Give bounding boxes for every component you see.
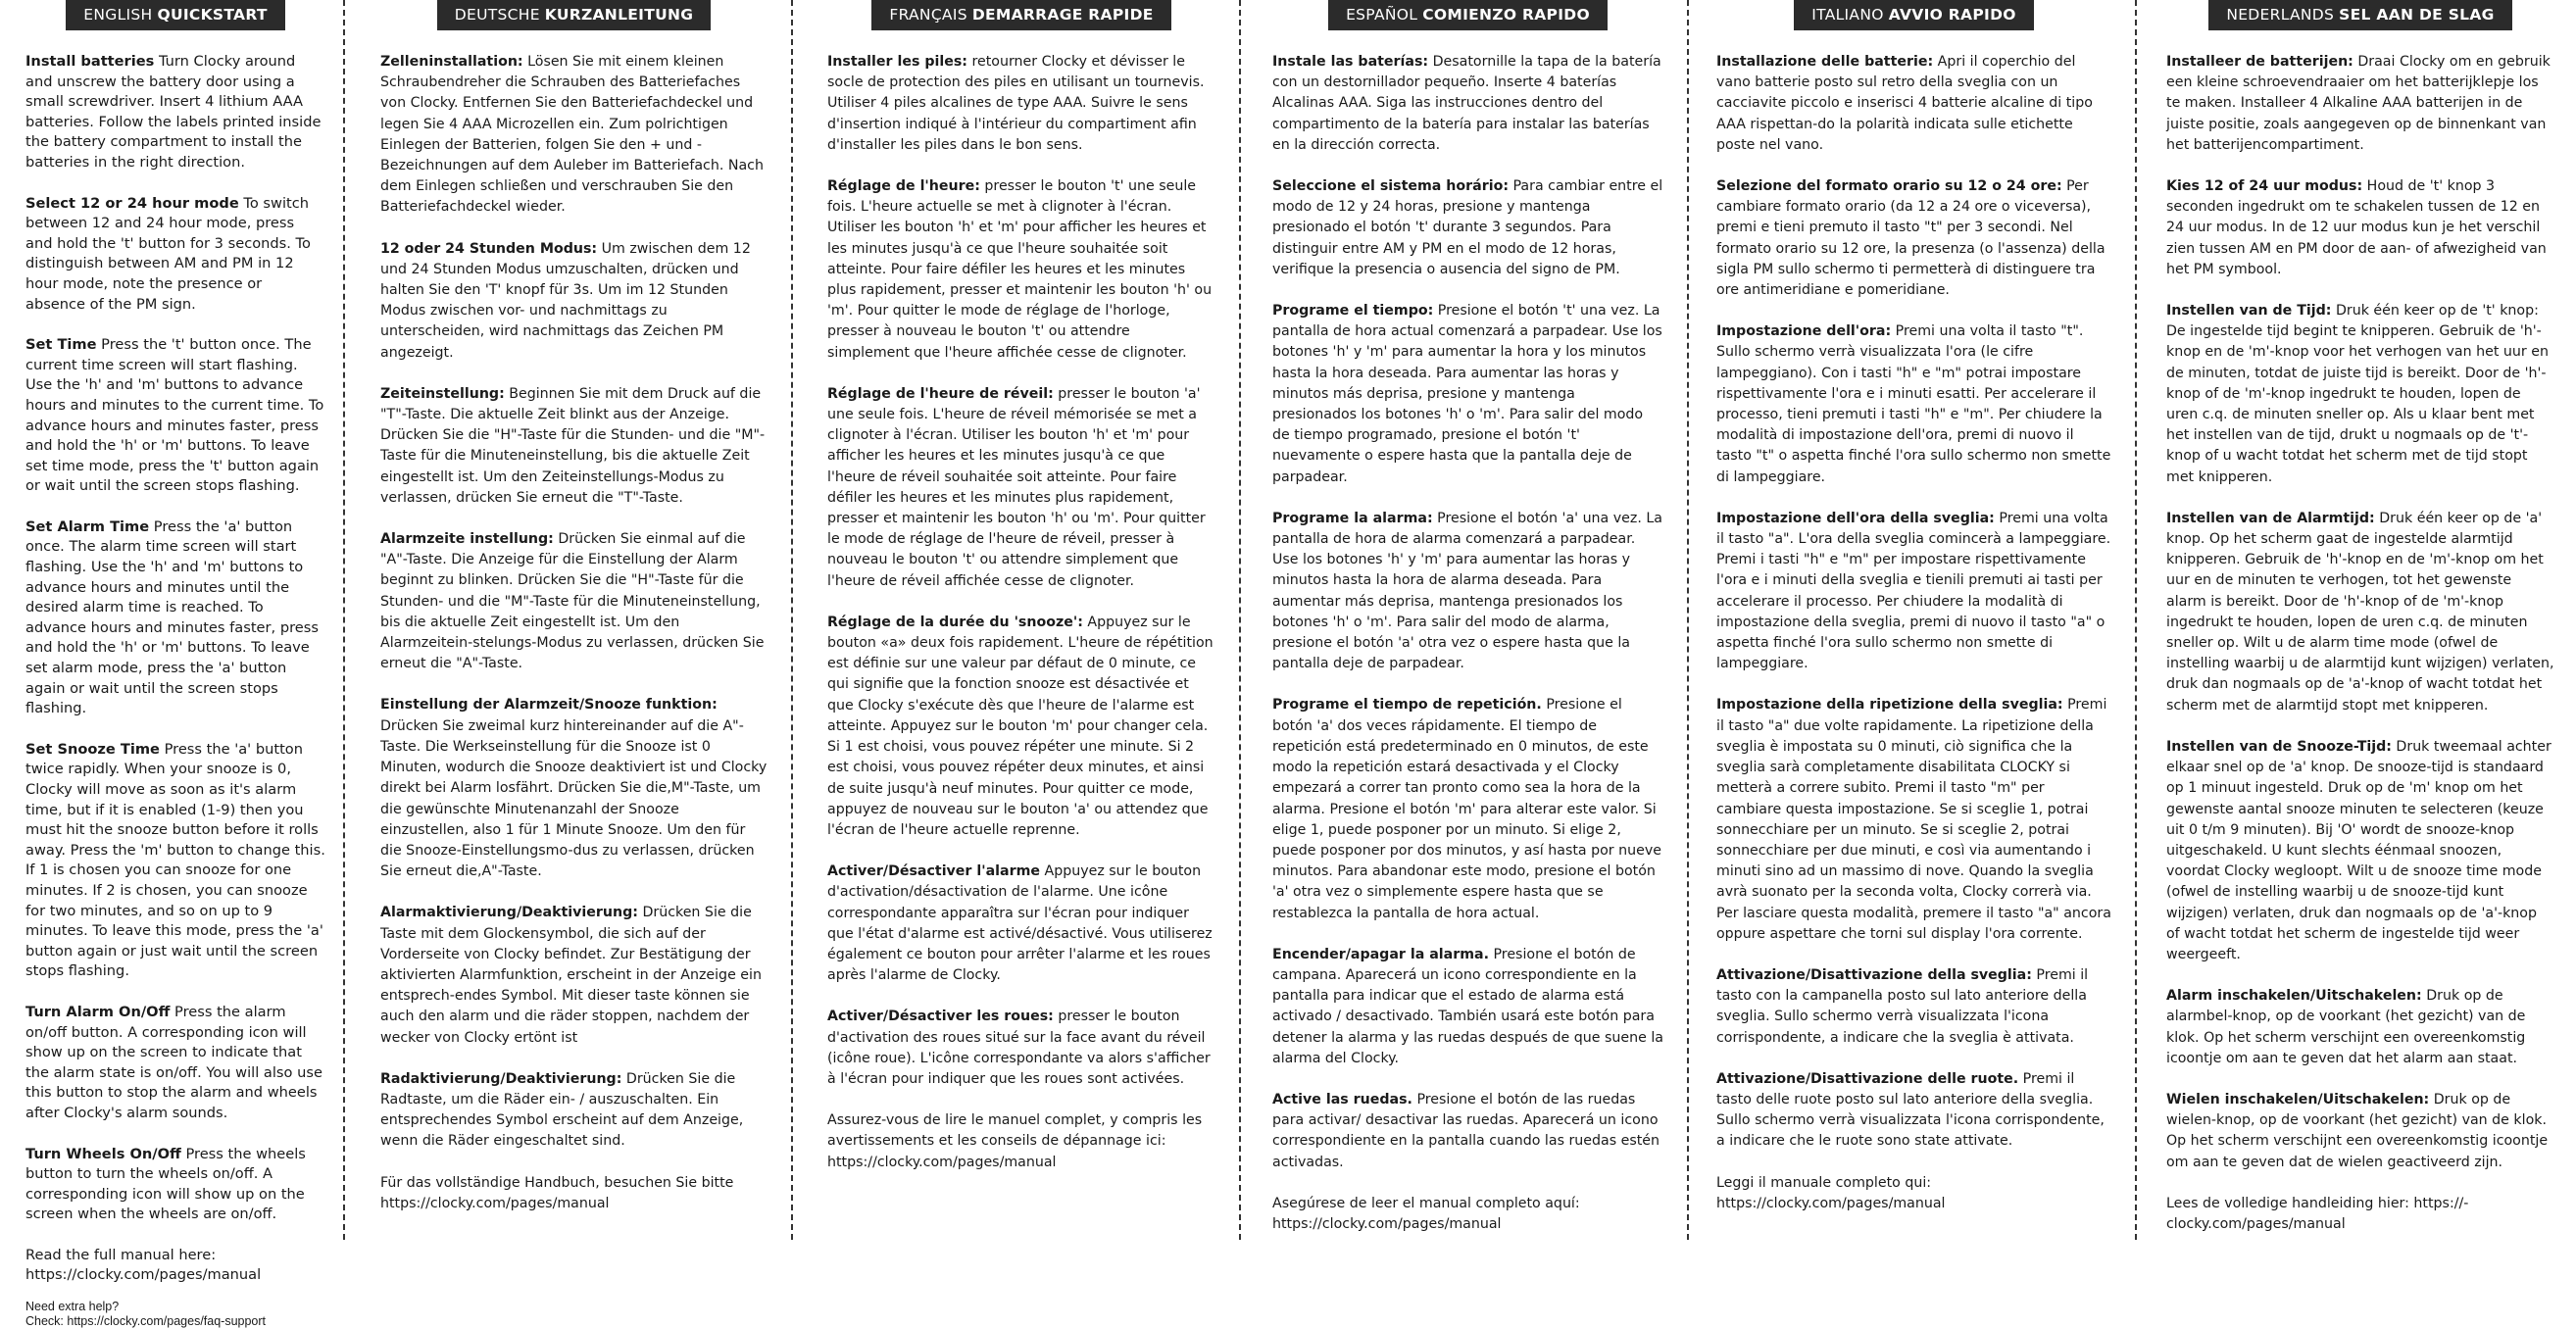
section-set-time (25, 335, 325, 497)
section-heading: Attivazione/Disattivazione delle ruote. (1716, 1070, 2019, 1087)
section-text: Druk één keer op de 'a' knop. Op het scherm gaat de ingestelde alarmtijd knipperen. Gebruik de 'h'-knop en de 'm'-knop om het uur en de minuten te verhogen, tot het gewenste alarm is bereikt. Door de 'h'-knop of de 'm'-knop ingedrukt te houden, lopen de uren c.q. de minuten sneller op. Wilt u de alarm time mode (ofwel de instelling waarbij u de alarmtijd kunt wijzigen) verlaten, druk dan nogmaals op de 'a'-knop of wacht totdat het scherm met de alarmtijd stopt met knipperen. (2166, 510, 2554, 714)
section-heading: Active las ruedas. (1272, 1091, 1412, 1108)
header-badge (2208, 0, 2511, 30)
section-set-alarm (25, 517, 325, 719)
section-install-batteries (25, 52, 325, 173)
section-hour-mode (25, 194, 325, 316)
section-text: Drücken Sie einmal auf die "A"-Taste. Die Anzeige für die Einstellung der Alarm beginnt zu blinken. Drücken Sie die "H"-Taste für die Stunden- und die "M"-Taste für die Minuteneinstellung, bis die aktuelle Zeit eingestellt ist. Um den Alarmzeitein-stelungs-Modus zu verlassen, drücken Sie erneut die "A"-Taste. (380, 531, 765, 672)
section-text: presser le bouton d'activation des roues situé sur la face avant du réveil (icône roue). L'icône correspondante va alors s'afficher à l'écran pour indiquer que les roues sont activées. (827, 1009, 1211, 1087)
section-text: Press the 't' button once. The current time screen will start flashing. Use the 'h' and 'm' buttons to advance hours and minutes to the current time. To advance hours and minutes faster, press and hold the 'h' or 'm' buttons. To leave set time mode, press the 't' button again or wait until the screen stops flashing. (25, 336, 324, 495)
section-alarm-toggle (1716, 965, 2111, 1049)
section-heading: Alarmaktivierung/Deaktivierung: (380, 905, 638, 921)
header-title: AVVIO RAPIDO (1888, 6, 2016, 24)
section-heading: Alarmzeite instellung: (380, 531, 554, 548)
section-text: Turn Clocky around and unscrew the battery door using a small screwdriver. Insert 4 lithium AAA batteries. Follow the labels printed inside the battery compartment to install the batteries in the right direction. (25, 53, 322, 171)
section-heading: Set Time (25, 336, 97, 354)
section-heading: Programe el tiempo de repetición. (1272, 697, 1542, 714)
section-text: To switch between 12 and 24 hour mode, press and hold the 't' button for 3 seconds. To distinguish between AM and PM in 12 hour mode, note the presence or absence of the PM sign. (25, 194, 311, 313)
section-text: Press the wheels button to turn the wheels on/off. A corresponding icon will show up on the screen when the wheels are on/off. (25, 1145, 306, 1223)
section-heading: Instellen van de Tijd: (2166, 303, 2332, 320)
section-heading: Activer/Désactiver les roues: (827, 1009, 1054, 1025)
section-snooze (25, 740, 325, 982)
header-title: COMIENZO RAPIDO (1422, 6, 1590, 24)
section-heading: Impostazione dell'ora della sveglia: (1716, 510, 1995, 526)
column-header (25, 0, 325, 30)
section-heading: Réglage de l'heure: (827, 178, 980, 195)
header-badge (66, 0, 284, 30)
section-heading: Einstellung der Alarmzeit/Snooze funktion: (380, 697, 718, 714)
header-badge (437, 0, 712, 30)
section-snooze (1716, 695, 2111, 944)
section-wheels-toggle (1716, 1069, 2111, 1153)
manual-link-text: Für das vollständige Handbuch, besuchen Sie bitte https://clocky.com/pages/manual (380, 1174, 734, 1211)
manual-link-text: Leggi il manuale completo qui: https://clocky.com/pages/manual (1716, 1174, 1946, 1211)
section-alarm-toggle (827, 861, 1215, 986)
header-language: ESPAÑOL (1346, 6, 1418, 24)
section-heading: Selezione del formato orario su 12 o 24 ore: (1716, 178, 2062, 195)
section-text: Premi una volta il tasto "t". Sullo schermo verrà visualizzata l'ora (le cifre lampeggiano). Con i tasti "h" e "m" potrai impostare rispettivamente l'ora e i minuti esatti. Per accelerare il processo, tieni premuti i tasti "h" e "m". Per chiudere la modalità di impostazione dell'ora, premi di nuovo il tasto "t" o aspetta finché l'ora sullo schermo non smette di lampeggiare. (1716, 323, 2111, 485)
section-heading: Réglage de la durée du 'snooze': (827, 614, 1083, 630)
header-language: ITALIANO (1811, 6, 1884, 24)
section-install-batteries (827, 52, 1215, 156)
section-alarm-toggle (380, 903, 768, 1048)
section-snooze (380, 695, 768, 882)
section-text: Premi il tasto "a" due volte rapidamente. La ripetizione della sveglia è impostata su 0 minuti, ciò significa che la sveglia sarà completamente disabilitata CLOCKY si metterà a correre subito. Premi il tasto "m" per cambiare questa impostazione. Se si sceglie 1, potrai sonnecchiare per un minuto. Se si sceglie 2, potrai sonnecchiare per due minuti, e così via aumentando i minuti sino ad un massimo di nove. Quando la sveglia avrà suonato per la seconda volta, Clocky correrà via. Per lasciare questa modalità, premere il tasto "a" ancora oppure aspettare che torni sul display l'ora corrente. (1716, 697, 2111, 942)
section-install-batteries (2166, 52, 2554, 156)
section-set-alarm (2166, 509, 2554, 716)
section-heading: Radaktivierung/Deaktivierung: (380, 1070, 622, 1087)
header-language: NEDERLANDS (2226, 6, 2335, 24)
section-text: Drücken Sie die Taste mit dem Glockensymbol, die sich auf der Vorderseite von Clocky befindet. Zur Bestätigung der aktivierten Alarmfunktion, erscheint in der Anzeige ein entsprech-endes Symbol. Mit dieser taste können sie auch den alarm und die räder stoppen, nachdem der wecker von Clocky ertönt ist (380, 905, 762, 1046)
section-set-time (380, 384, 768, 509)
section-heading: Set Alarm Time (25, 517, 150, 535)
section-text: Druk tweemaal achter elkaar snel op de 'a' knop. De snooze-tijd is standaard op 1 minuut ingesteld. Druk op de 'm' knop om het gewenste aantal snooze minuten te selecteren (keuze uit 0 t/m 9 minuten). Bij 'O' wordt de snooze-knop uitgeschakeld. U kunt slechts éénmaal snoozen, voordat Clocky wegloopt. Wilt u de snooze time mode (ofwel de instelling waarbij u de snooze-tijd kunt wijzigen) verlaten, druk dan nogmaals op de 'a'-knop of wacht totdat het scherm de ingestelde tijd weer weergeeft. (2166, 738, 2551, 962)
section-snooze (2166, 737, 2554, 965)
column-header (1272, 0, 1663, 30)
header-title: SEL AAN DE SLAG (2339, 6, 2495, 24)
section-text: Appuyez sur le bouton «a» deux fois rapidement. L'heure de répétition est définie sur une valeur par défaut de 0 minute, ce qui signifie que la fonction snooze est désactivée et que Clocky s'exécute dès que l'heure de l'alarme est atteinte. Appuyez sur le bouton 'm' pour changer cela. Si 1 est choisi, vous pouvez répéter une minute. Si 2 est choisi, vous pouvez répéter deux minutes, et ainsi de suite jusqu'à neuf minutes. Pour quitter ce mode, appuyez de nouveau sur le bouton 'a' ou attendez que l'écran de l'heure actuelle reprenne. (827, 614, 1214, 838)
manual-link-text: Asegúrese de leer el manual completo aquí: https://clocky.com/pages/manual (1272, 1195, 1580, 1232)
section-text: Beginnen Sie mit dem Druck auf die "T"-Taste. Die aktuelle Zeit blinkt aus der Anzeige. Drücken Sie die "H"-Taste für die Stunden- und die "M"-Taste für die Minuteneinstellung, bis die aktuelle Zeit eingestellt ist. Um den Zeiteinstellungs-Modus zu verlassen, drücken Sie erneut die "T"-Taste. (380, 385, 766, 506)
support-link-text: Check: https://clocky.com/pages/faq-support (25, 1314, 267, 1329)
section-text: Presione el botón de las ruedas para activar/ desactivar las ruedas. Aparecerá un icono correspondiente en la pantalla cuando las ruedas estén activadas. (1272, 1091, 1660, 1170)
section-text: Appuyez sur le bouton d'activation/désactivation de l'alarme. Une icône correspondante apparaîtra sur l'écran pour indiquer que l'état d'alarme est activé/désactivé. Vous utiliserez également ce bouton pour arrêter l'alarme et les roues après l'alarme de Clocky. (827, 863, 1213, 984)
section-wheels-toggle (1272, 1090, 1663, 1173)
section-text: Press the alarm on/off button. A corresponding icon will show up on the screen to indicate that the alarm state is on/off. You will also use this button to stop the alarm and wheels after Clocky's alarm sounds. (25, 1003, 322, 1121)
section-text: Per cambiare formato orario (da 12 a 24 ore o viceversa), premi e tieni premuto il tasto "t" per 3 secondi. Nel formato orario su 12 ore, la presenza (o l'assenza) della sigla PM sullo schermo ti permetterà di distinguere tra ore antimeridiane e pomeridiane. (1716, 178, 2105, 299)
section-text: Um zwischen dem 12 und 24 Stunden Modus umzuschalten, drücken und halten Sie den 'T' knopf für 3s. Um im 12 Stunden Modus zwischen vor- und nachmittags zu unterscheiden, wird nachmittags das Zeichen PM angezeigt. (380, 240, 751, 361)
header-badge (1794, 0, 2033, 30)
section-heading: Programe la alarma: (1272, 510, 1433, 526)
section-install-batteries (1272, 52, 1663, 156)
section-heading: Installazione delle batterie: (1716, 54, 1934, 70)
section-text: Presione el botón 'a' dos veces rápidamente. El tiempo de repetición está predeterminado en 0 minutos, de este modo la repetición estará desactivada y el Clocky empezará a correr tan pronto como sea la hora de la alarma. Presione el botón 'm' para alterar este valor. Si elige 1, puede posponer por un minuto. Si elige 2, puede posponer por dos minutos, y así hasta por nueve minutos. Para abandonar este modo, presione el botón 'a' otra vez o simplemente espere hasta que se restablezca la pantalla de hora actual. (1272, 697, 1661, 921)
section-text: Presione el botón 't' una vez. La pantalla de hora actual comenzará a parpadear. Use los botones 'h' y 'm' para aumentar la hora y los minutos hasta la hora deseada. Para aumentar las horas y minutos más deprisa, presione y mantenga presionados los botones 'h' o 'm'. Para salir del modo de tiempo programado, presione el botón 't' nuevamente o espere hasta que la pantalla deje de parpadear. (1272, 303, 1662, 485)
section-heading: Turn Alarm On/Off (25, 1003, 171, 1020)
section-wheels-toggle (380, 1069, 768, 1153)
column-german (343, 0, 791, 1240)
section-heading: Instellen van de Alarmtijd: (2166, 510, 2375, 526)
section-wheels-toggle (827, 1007, 1215, 1090)
column-spanish (1239, 0, 1687, 1240)
section-hour-mode (1716, 176, 2111, 301)
section-install-batteries (380, 52, 768, 219)
section-text: Para cambiar entre el modo de 12 y 24 horas, presione y mantenga presionado el botón 't' durante 3 segundos. Para distinguir entre AM y PM en el modo de 12 horas, verifique la presencia o ausencia del signo de PM. (1272, 178, 1663, 277)
section-heading: Seleccione el sistema horário: (1272, 178, 1509, 195)
section-heading: Réglage de l'heure de réveil: (827, 385, 1054, 402)
section-text: Houd de 't' knop 3 seconden ingedrukt om te schakelen tussen de 12 en 24 uur modus. In de 12 uur modus kun je het verschil zien tussen AM en PM door de aan- of afwezigheid van het PM symbool. (2166, 178, 2547, 277)
section-heading: Wielen inschakelen/Uitschakelen: (2166, 1091, 2430, 1108)
section-hour-mode (1272, 176, 1663, 280)
section-heading: Kies 12 of 24 uur modus: (2166, 178, 2363, 195)
column-header (380, 0, 768, 30)
section-text: Druk op de wielen-knop, op de voorkant (het gezicht) van de klok. Op het scherm verschijnt een overeenkomstig icoontje om aan te geven dat de wielen geactiveerd zijn. (2166, 1091, 2549, 1170)
section-set-alarm (827, 384, 1215, 592)
section-heading: Set Snooze Time (25, 740, 160, 758)
header-language: FRANÇAIS (889, 6, 967, 24)
manual-link-text: Read the full manual here: https://clocky.com/pages/manual (25, 1246, 262, 1284)
extra-help (25, 1300, 325, 1329)
section-text: Lösen Sie mit einem kleinen Schraubendreher die Schrauben des Batteriefaches von Clocky. Entfernen Sie den Batteriefachdeckel und legen Sie 4 AAA Microzellen ein. Zum polrichtigen Einlegen der Batterien, folgen Sie den + und -Bezeichnungen auf dem Auleber im Batteriefach. Nach dem Einlegen schließen und verschrauben Sie den Batteriefachdeckel wieder. (380, 54, 764, 216)
section-set-time (827, 176, 1215, 364)
section-snooze (827, 613, 1215, 841)
section-text: Druk op de alarmbel-knop, op de voorkant (het gezicht) van de klok. Op het scherm verschijnt een overeenkomstig icoontje om aan te geven dat het alarm aan staat. (2166, 988, 2526, 1066)
manual-link-text: Lees de volledige handleiding hier: https://-clocky.com/pages/manual (2166, 1195, 2469, 1232)
header-badge (871, 0, 1170, 30)
header-badge (1328, 0, 1608, 30)
section-text: Drücken Sie die Radtaste, um die Räder ein- / auszuschalten. Ein entsprechendes Symbol erscheint auf dem Anzeige, wenn die Räder eingeschaltet sind. (380, 1070, 744, 1150)
header-title: KURZANLEITUNG (544, 6, 694, 24)
header-language: DEUTSCHE (454, 6, 540, 24)
section-text: Druk één keer op de 't' knop: De ingestelde tijd begint te knipperen. Gebruik de 'h'-knop en de 'm'-knop voor het verhogen van het uur en de minuten, totdat de juiste tijd is bereikt. Door de 'h'-knop of de 'm'-knop ingedrukt te houden, lopen de uren c.q. de minuten sneller op. Als u klaar bent met het instellen van de tijd, drukt u nogmaals op de 't'-knop of u wacht totdat het scherm met de tijd stopt met knipperen. (2166, 303, 2549, 485)
section-text: retourner Clocky et dévisser le socle de protection des piles en utilisant un tournevis. Utiliser 4 piles alcalines de type AAA. Suivre le sens d'insertion indiqué à l'intérieur du compartiment afin d'installer les piles dans le bon sens. (827, 54, 1205, 153)
section-alarm-toggle (1272, 945, 1663, 1069)
section-text: Presione el botón 'a' una vez. La pantalla de hora de alarma comenzará a parpadear. Use los botones 'h' y 'm' para aumentar las horas y minutos hasta la hora de alarma deseada. Para aumentar más deprisa, mantenga presionados los botones 'h' o 'm'. Para salir del modo de alarma, presione el botón 'a' otra vez o espere hasta que la pantalla deje de parpadear. (1272, 510, 1662, 672)
section-heading: Impostazione della ripetizione della sveglia: (1716, 697, 2063, 714)
extra-help-label: Need extra help? (25, 1300, 120, 1314)
section-set-time (1716, 321, 2111, 488)
section-text: Draai Clocky om en gebruik een kleine schroevendraaier om het batterijklepje los te maken. Installeer 4 Alkaline AAA batterijen in de juiste positie, zoals aangegeven op de binnenkant van het batterijencompartiment. (2166, 54, 2551, 153)
section-heading: Instale las baterías: (1272, 54, 1429, 70)
section-snooze (1272, 695, 1663, 923)
section-heading: Attivazione/Disattivazione della sveglia: (1716, 966, 2032, 983)
header-language: ENGLISH (83, 6, 153, 24)
column-header (1716, 0, 2111, 30)
section-heading: Alarm inschakelen/Uitschakelen: (2166, 988, 2422, 1005)
section-text: Premi una volta il tasto "a". L'ora della sveglia comincerà a lampeggiare. Premi i tasti "h" e "m" per impostare rispettivamente l'ora e i minuti della sveglia e tienili premuti ai tasti per accelerare il processo. Per chiudere la modalità di impostazione della sveglia, premi di nuovo il tasto "a" o aspetta finché l'ora sullo schermo non smette di lampeggiare. (1716, 510, 2111, 672)
column-dutch (2135, 0, 2576, 1240)
section-heading: Zelleninstallation: (380, 54, 523, 70)
column-french (791, 0, 1239, 1240)
section-heading: Installeer de batterijen: (2166, 54, 2353, 70)
column-header (827, 0, 1215, 30)
section-heading: Turn Wheels On/Off (25, 1145, 181, 1162)
section-text: Premi il tasto delle ruote posto sul lato anteriore della sveglia. Sullo schermo verrà visualizzata l'icona corrispondente, a indicare che le ruote sono state attivate. (1716, 1070, 2105, 1150)
section-heading: Programe el tiempo: (1272, 303, 1434, 320)
section-set-alarm (1272, 509, 1663, 675)
section-set-time (2166, 301, 2554, 488)
section-heading: Zeiteinstellung: (380, 385, 505, 402)
section-heading: Installer les piles: (827, 54, 967, 70)
section-set-alarm (380, 529, 768, 674)
section-set-alarm (1716, 509, 2111, 675)
header-title: DEMARRAGE RAPIDE (971, 6, 1154, 24)
column-english (0, 0, 343, 1329)
section-wheels-toggle (25, 1145, 325, 1225)
section-text: Press the 'a' button once. The alarm time screen will start flashing. Use the 'h' and 'm' buttons to advance hours and minutes until the desired alarm time is reached. To advance hours and minutes faster, press and hold the 'h' or 'm' buttons. To leave set alarm mode, press the 'a' button again or wait until the screen stops flashing. (25, 517, 319, 717)
section-heading: Activer/Désactiver l'alarme (827, 863, 1040, 880)
section-alarm-toggle (2166, 986, 2554, 1069)
section-heading: 12 oder 24 Stunden Modus: (380, 240, 598, 257)
section-heading: Install batteries (25, 53, 155, 70)
section-set-time (1272, 301, 1663, 488)
section-text: presser le bouton 'a' une seule fois. L'heure de réveil mémorisée se met a clignoter à l'écran. Utiliser les bouton 'h' et 'm' pour afficher les heures et les minutes jusqu'à ce que l'heure de réveil souhaitée soit atteinte. Pour faire défiler les heures et les minutes plus rapidement, presser et maintenir les bouton 'h' ou 'm'. Pour quitter le mode de réglage de l'heure de réveil, presser à nouveau le bouton 't' ou attendre simplement que l'heure de réveil affichée cesse de clignoter. (827, 385, 1206, 589)
section-text: Drücken Sie zweimal kurz hintereinander auf die A"-Taste. Die Werkseinstellung für die Snooze ist 0 Minuten, wodurch die Snooze deaktiviert ist und Clocky direkt bei Alarm losfährt. Drücken Sie die,M"-Taste, um die gewünschte Minutenanzahl der Snooze einzustellen, also 1 für 1 Minute Snooze. Um den für die Snooze-Einstellungsmo-dus zu verlassen, drücken Sie erneut die,A"-Taste. (380, 717, 768, 880)
manual-link-text: Assurez-vous de lire le manuel complet, y compris les avertissements et les conseils de dépannage ici: https://clocky.com/pages/manual (827, 1112, 1203, 1170)
section-heading: Select 12 or 24 hour mode (25, 194, 239, 212)
column-header (2166, 0, 2554, 30)
section-hour-mode (380, 239, 768, 364)
header-title: QUICKSTART (157, 6, 268, 24)
section-text: Presione el botón de campana. Aparecerá un icono correspondiente en la pantalla para indicar que el estado de alarma está activado / desactivado. También usará este botón para detener la alarma y las ruedas después de que suene la alarma del Clocky. (1272, 946, 1663, 1066)
section-heading: Instellen van de Snooze-Tijd: (2166, 738, 2392, 755)
section-hour-mode (2166, 176, 2554, 280)
section-wheels-toggle (2166, 1090, 2554, 1173)
section-text: Press the 'a' button twice rapidly. When your snooze is 0, Clocky will move as soon as it's alarm time, but if it is enabled (1-9) then you must hit the snooze button before it rolls away. Press the 'm' button to change this. If 1 is chosen you can snooze for one minutes. If 2 is chosen, you can snooze for two minutes, and so on up to 9 minutes. To leave this mode, press the 'a' button again or just wait until the screen stops flashing. (25, 740, 325, 980)
section-alarm-toggle (25, 1003, 325, 1124)
section-text: Apri il coperchio del vano batterie posto sul retro della sveglia con un cacciavite piccolo e inserisci 4 batterie alcaline di tipo AAA rispettan-do la polarità indicata sulle etichette poste nel vano. (1716, 54, 2093, 153)
section-heading: Encender/apagar la alarma. (1272, 946, 1489, 962)
section-text: Premi il tasto con la campanella posto sul lato anteriore della sveglia. Sullo schermo verrà visualizzata l'icona corrispondente, a indicare che la sveglia è attivata. (1716, 966, 2089, 1046)
section-text: Desatornille la tapa de la batería con un destornillador pequeño. Inserte 4 baterías Alcalinas AAA. Siga las instrucciones dentro del compartimento de la batería para instalar las baterías en la dirección correcta. (1272, 54, 1661, 153)
section-heading: Impostazione dell'ora: (1716, 323, 1892, 340)
section-text: presser le bouton 't' une seule fois. L'heure actuelle se met à clignoter à l'écran. Utiliser les bouton 'h' et 'm' pour afficher les heures et les minutes jusqu'à ce que l'heure souhaitée soit atteinte. Pour faire défiler les heures et les minutes plus rapidement, presser et maintenir les bouton 'h' ou 'm'. Pour quitter le mode de réglage de l'horloge, presser à nouveau le bouton 't' ou attendre simplement que l'heure affichée cesse de clignoter. (827, 178, 1213, 361)
column-italian (1687, 0, 2135, 1240)
section-install-batteries (1716, 52, 2111, 156)
